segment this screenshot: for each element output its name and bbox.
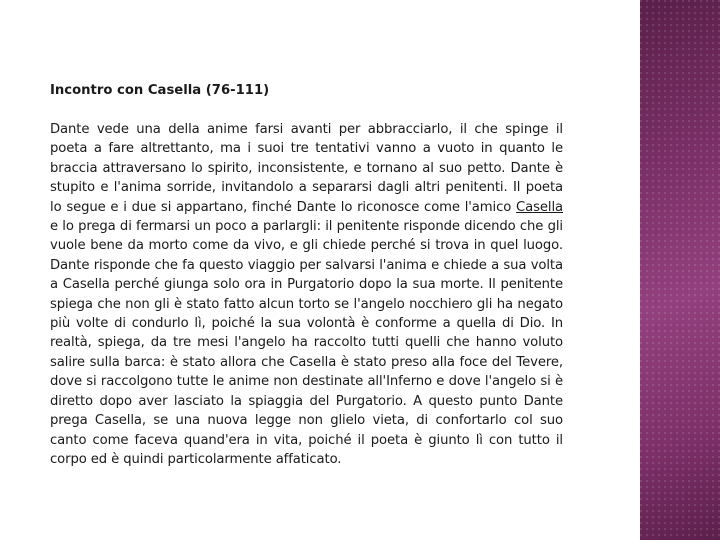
paragraph-text-part1: Dante vede una della anime farsi avanti per abbracciarlo, il che spinge il poeta a fare altrettanto, ma i suoi tre tentativi vanno a vuoto in quanto le braccia attraversano lo spirito, inconsistente, e tornano al suo petto. Dante è stupito e l'anima sorride, invitandolo a separarsi dagli altri penitenti. Il poeta lo segue e i due si appartano, finché Dante lo riconosce come l'amico bbox=[50, 122, 563, 215]
decorative-side-band bbox=[640, 0, 720, 540]
casella-link[interactable]: Casella bbox=[516, 199, 563, 215]
slide-title: Incontro con Casella (76-111) bbox=[50, 83, 270, 98]
slide-paragraph bbox=[50, 120, 563, 469]
paragraph-text-part2: e lo prega di fermarsi un poco a parlargli: il penitente risponde dicendo che gli vuole bene da morto come da vivo, e gli chiede perché si trova in quel luogo. Dante risponde che fa questo viaggio per salvarsi l'anima e chiede a sua volta a Casella perché giunga solo ora in Purgatorio dopo la sua morte. Il penitente spiega che non gli è stato fatto alcun torto se l'angelo nocchiero gli ha negato più volte di condurlo lì, poiché la sua volontà è conforme a quella di Dio. In realtà, spiega, da tre mesi l'angelo ha raccolto tutti quelli che hanno voluto salire sulla barca: è stato allora che Casella è stato preso alla foce del Tevere, dove si raccolgono tutte le anime non destinate all'Inferno e dove l'angelo si è diretto dopo aver lasciato la spiaggia del Purgatorio. A questo punto Dante prega Casella, se una nuova legge non glielo vieta, di confortarlo col suo canto come faceva quand'era in vita, poiché il poeta è giunto lì con tutto il corpo ed è quindi particolarmente affaticato. bbox=[50, 219, 563, 467]
